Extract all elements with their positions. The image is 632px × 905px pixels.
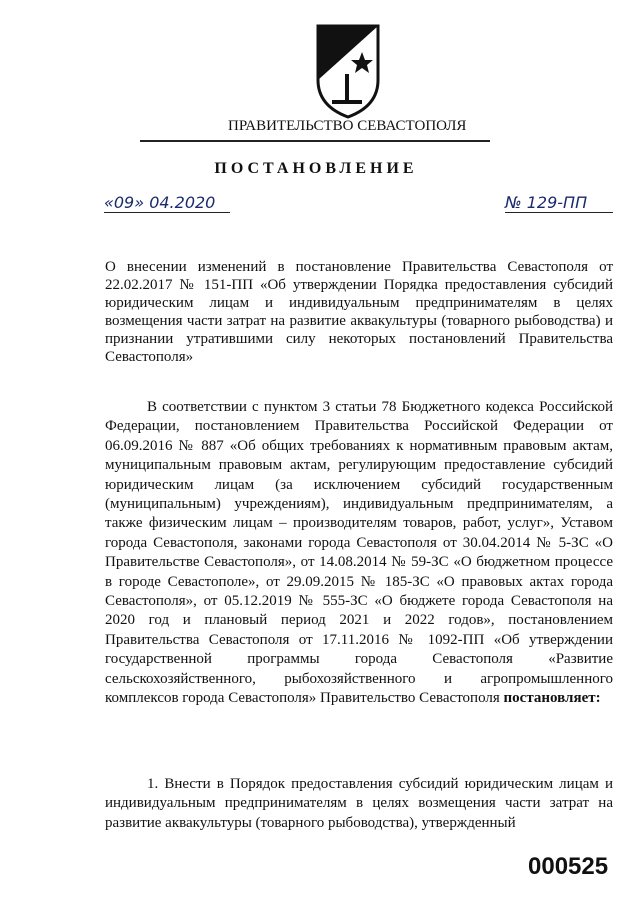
government-name: ПРАВИТЕЛЬСТВО СЕВАСТОПОЛЯ (228, 118, 467, 134)
document-title: ПОСТАНОВЛЕНИЕ (214, 160, 418, 177)
sevastopol-coat-of-arms-emblem (312, 22, 384, 120)
point-1-paragraph: 1. Внести в Порядок предоставления субсидий юридическим лицам и индивидуальным предпринимателям в целях возмещения части затрат на развитие аквакультуры (товарного рыбоводства), утвержденный (105, 776, 613, 831)
preamble-text: В соответствии с пунктом 3 статьи 78 Бюджетного кодекса Российской Федерации, постановлением Правительства Российской Федерации от 06.09.2016 № 887 «Об общих требованиях к нормативным правовым актам, муниципальным правовым актам, регулирующим предоставление субсидий юридическим лицам (за исключением субсидий государственным (муниципальным) учреждениям), индивидуальным предпринимателям, а также физическим лицам – производителям товаров, работ, услуг», Уставом города Севастополя, законами города Севастополя от 30.04.2014 № 5-ЗС «О Правительстве Севастополя», от 14.08.2014 № 59-ЗС «О бюджетном процессе в городе Севастополе», от 29.09.2015 № 185-ЗС «О правовых актах города Севастополя», от 05.12.2019 № 555-ЗС «О бюджете города Севастополя на 2020 год и плановый период 2021 и 2022 годов», постановлением Правительства Севастополя от 17.11.2016 № 1092-ПП «Об утверждении государственной программы города Севастополя «Развитие сельскохозяйственного, рыбохозяйственного и агропромышленного комплексов города Севастополя» Правительство Севастополя (105, 399, 613, 707)
serial-number: 000525 (528, 853, 609, 880)
decree-date: «09» 04.2020 (104, 193, 230, 213)
decree-number: № 129-ПП (505, 193, 613, 213)
preamble-paragraph (105, 398, 613, 709)
decree-word: постановляет: (503, 690, 601, 707)
header-rule (140, 140, 490, 142)
decree-subject: О внесении изменений в постановление Правительства Севастополя от 22.02.2017 № 151-ПП «Об утверждении Порядка предоставления субсидий юридическим лицам и индивидуальным предпринимателям в целях возмещения части затрат на развитие аквакультуры (товарного рыбоводства) и признании утратившими силу некоторых постановлений Правительства Севастополя» (105, 259, 613, 365)
